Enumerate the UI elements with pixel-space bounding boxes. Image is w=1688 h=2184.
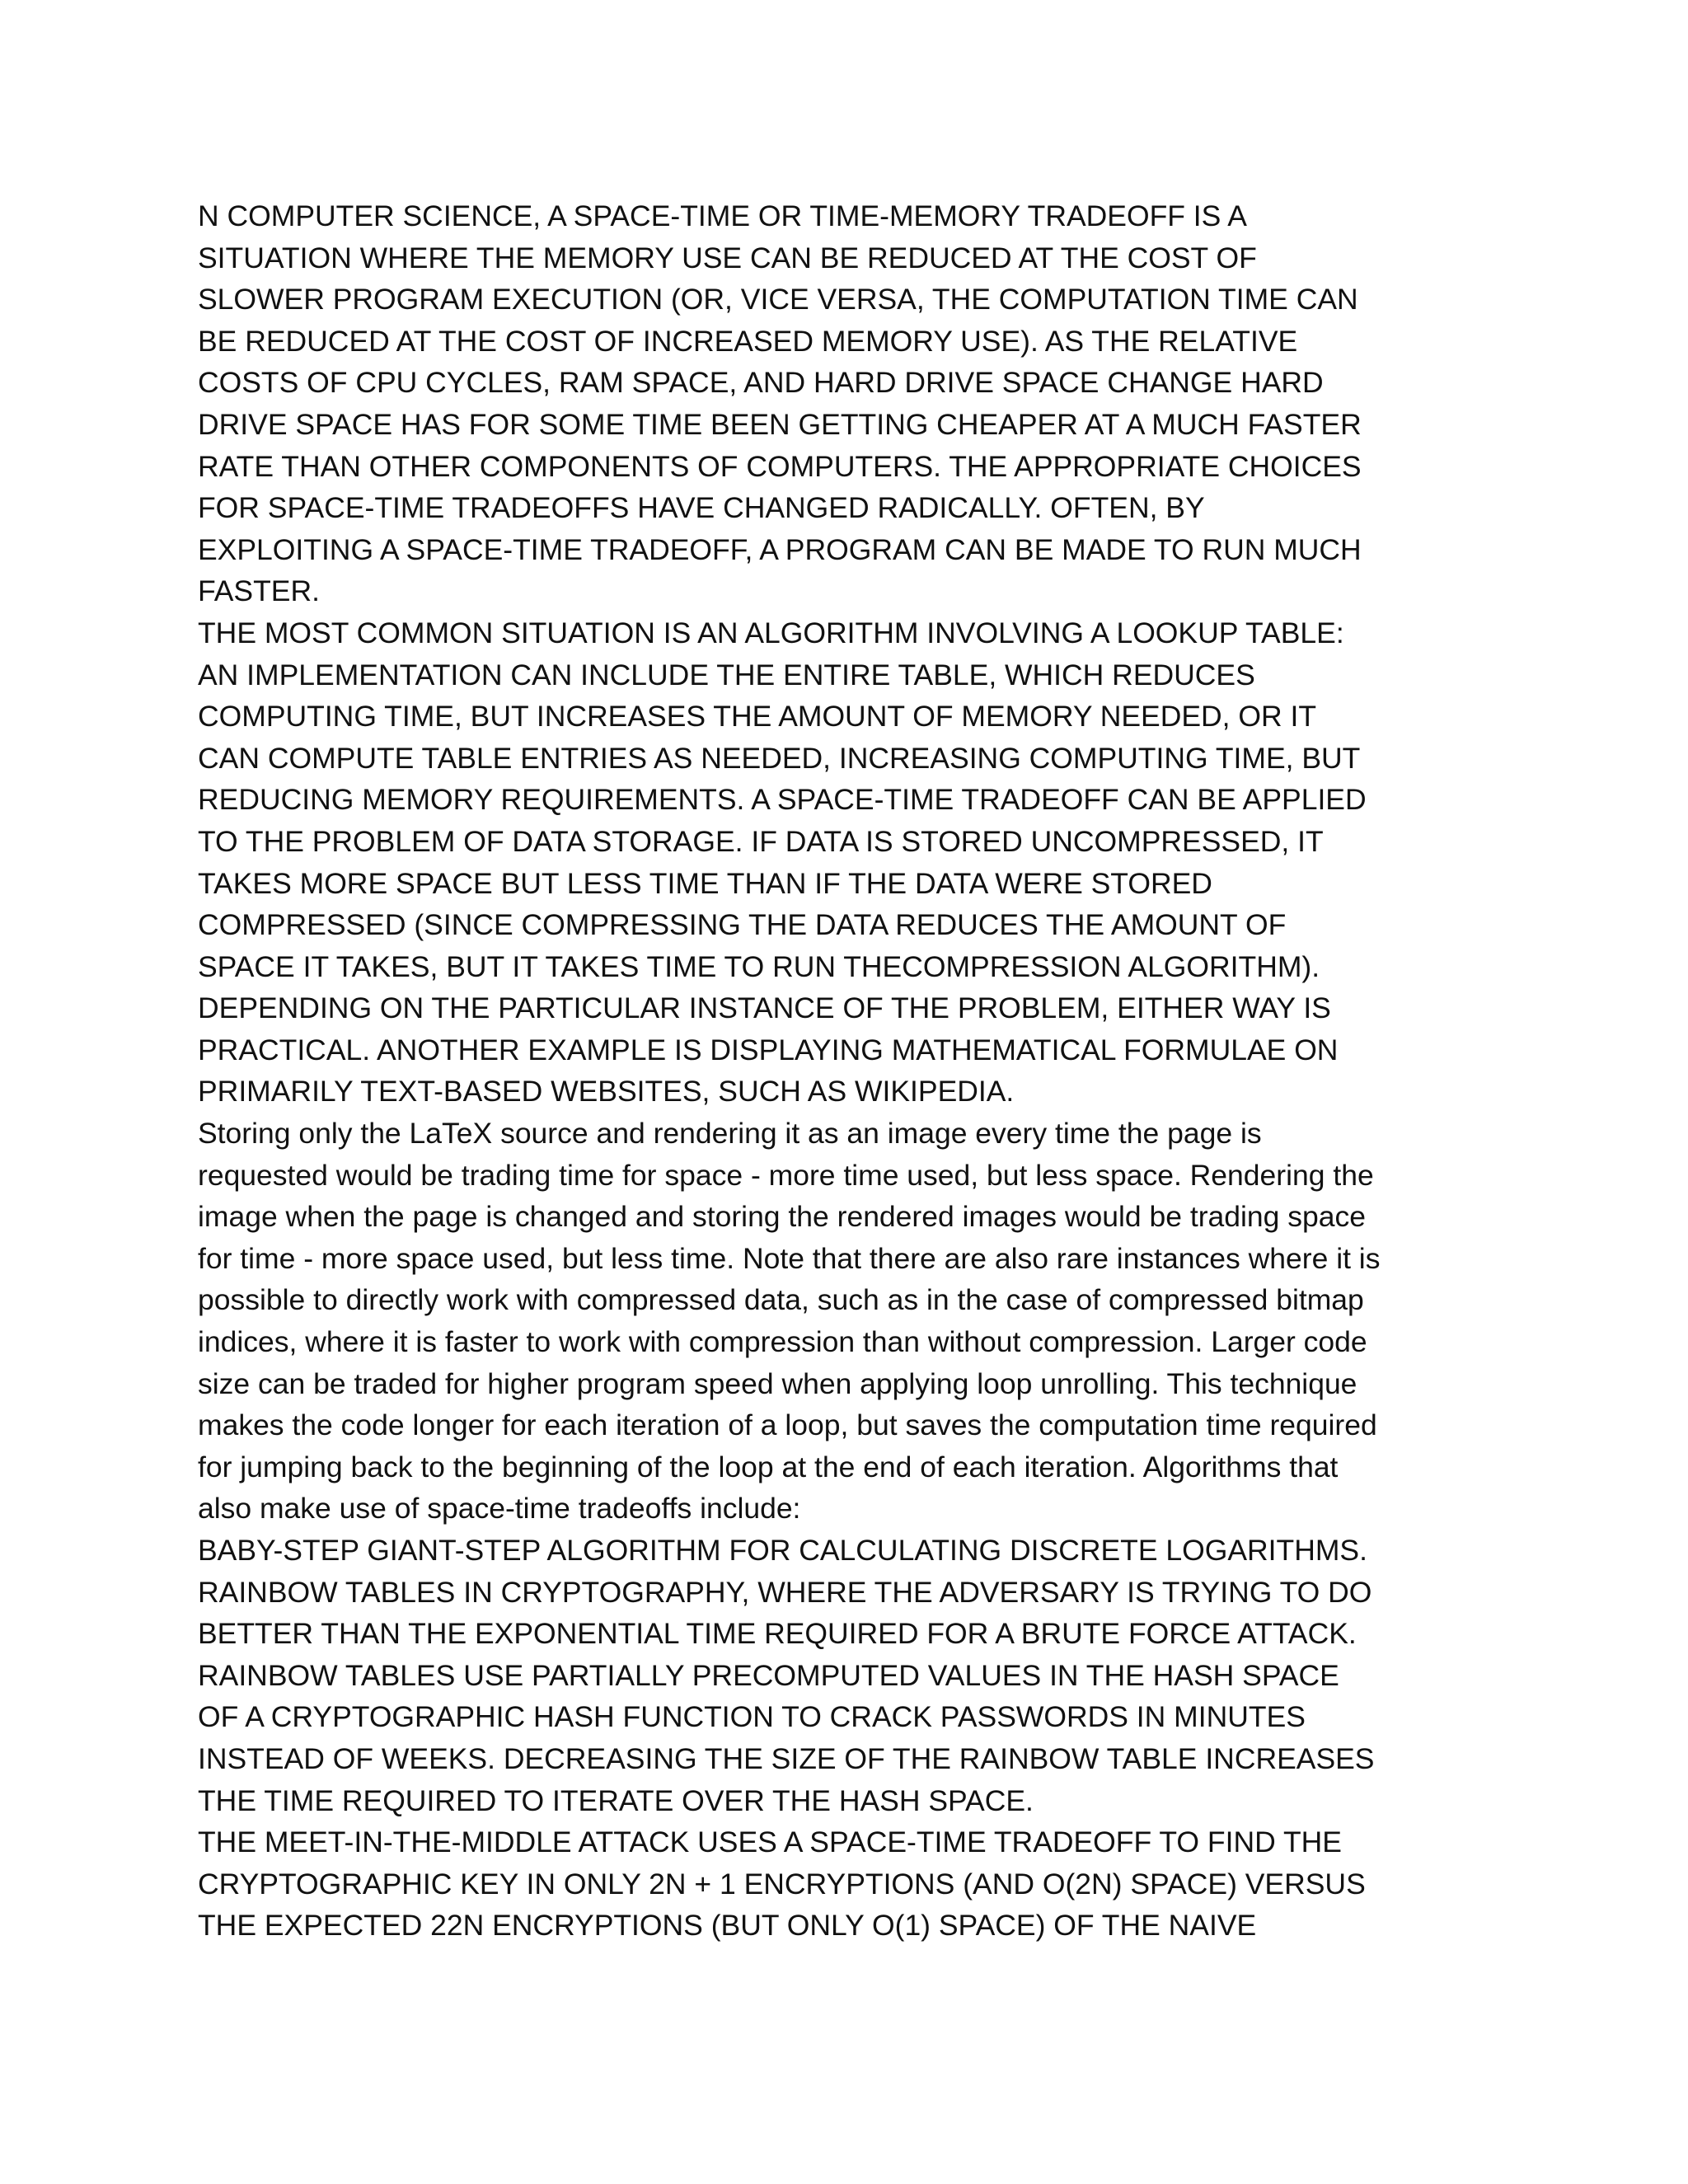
text-line: DEPENDING ON THE PARTICULAR INSTANCE OF THE PROBLEM, EITHER WAY IS xyxy=(198,991,1331,1025)
text-line: indices, where it is faster to work with compression than without compression. Larger code xyxy=(198,1325,1367,1359)
text-line: OF A CRYPTOGRAPHIC HASH FUNCTION TO CRACK PASSWORDS IN MINUTES xyxy=(198,1700,1306,1734)
text-line: RATE THAN OTHER COMPONENTS OF COMPUTERS. THE APPROPRIATE CHOICES xyxy=(198,449,1362,483)
text-line: FOR SPACE-TIME TRADEOFFS HAVE CHANGED RADICALLY. OFTEN, BY xyxy=(198,491,1205,525)
text-line: requested would be trading time for space - more time used, but less space. Rendering the xyxy=(198,1158,1374,1192)
text-line: THE EXPECTED 22N ENCRYPTIONS (BUT ONLY O(1) SPACE) OF THE NAIVE xyxy=(198,1909,1257,1943)
text-line: SPACE IT TAKES, BUT IT TAKES TIME TO RUN THECOMPRESSION ALGORITHM). xyxy=(198,949,1320,983)
text-line: THE MOST COMMON SITUATION IS AN ALGORITHM INVOLVING A LOOKUP TABLE: xyxy=(198,616,1344,649)
text-line: AN IMPLEMENTATION CAN INCLUDE THE ENTIRE TABLE, WHICH REDUCES xyxy=(198,658,1255,691)
text-line: SITUATION WHERE THE MEMORY USE CAN BE REDUCED AT THE COST OF xyxy=(198,241,1257,274)
text-line: N COMPUTER SCIENCE, A SPACE-TIME OR TIME-MEMORY TRADEOFF IS A xyxy=(198,199,1247,232)
text-line: TO THE PROBLEM OF DATA STORAGE. IF DATA IS STORED UNCOMPRESSED, IT xyxy=(198,824,1324,858)
text-line: RAINBOW TABLES USE PARTIALLY PRECOMPUTED VALUES IN THE HASH SPACE xyxy=(198,1658,1339,1692)
text-line: PRIMARILY TEXT-BASED WEBSITES, SUCH AS WIKIPEDIA. xyxy=(198,1075,1015,1108)
document-body xyxy=(198,195,1508,1947)
text-line: CRYPTOGRAPHIC KEY IN ONLY 2N + 1 ENCRYPTIONS (AND O(2N) SPACE) VERSUS xyxy=(198,1867,1366,1900)
text-line: Storing only the LaTeX source and rendering it as an image every time the page is xyxy=(198,1117,1262,1151)
text-line: COSTS OF CPU CYCLES, RAM SPACE, AND HARD DRIVE SPACE CHANGE HARD xyxy=(198,366,1324,400)
text-line: EXPLOITING A SPACE-TIME TRADEOFF, A PROGRAM CAN BE MADE TO RUN MUCH xyxy=(198,532,1362,566)
text-line: THE MEET-IN-THE-MIDDLE ATTACK USES A SPACE-TIME TRADEOFF TO FIND THE xyxy=(198,1825,1342,1859)
text-line: also make use of space-time tradeoffs include: xyxy=(198,1492,801,1526)
text-line: FASTER. xyxy=(198,574,320,608)
text-line: PRACTICAL. ANOTHER EXAMPLE IS DISPLAYING MATHEMATICAL FORMULAE ON xyxy=(198,1033,1339,1066)
text-line: for time - more space used, but less time. Note that there are also rare instances where it is xyxy=(198,1241,1381,1275)
text-line: SLOWER PROGRAM EXECUTION (OR, VICE VERSA, THE COMPUTATION TIME CAN xyxy=(198,283,1358,316)
text-line: makes the code longer for each iteration of a loop, but saves the computation time required xyxy=(198,1408,1377,1442)
text-line: size can be traded for higher program speed when applying loop unrolling. This technique xyxy=(198,1366,1357,1400)
text-line: RAINBOW TABLES IN CRYPTOGRAPHY, WHERE THE ADVERSARY IS TRYING TO DO xyxy=(198,1575,1372,1609)
text-line: possible to directly work with compressed data, such as in the case of compressed bitmap xyxy=(198,1283,1364,1317)
text-line: image when the page is changed and storing the rendered images would be trading space xyxy=(198,1200,1367,1234)
text-line: REDUCING MEMORY REQUIREMENTS. A SPACE-TIME TRADEOFF CAN BE APPLIED xyxy=(198,783,1367,817)
text-line: BETTER THAN THE EXPONENTIAL TIME REQUIRED FOR A BRUTE FORCE ATTACK. xyxy=(198,1617,1357,1651)
text-line: TAKES MORE SPACE BUT LESS TIME THAN IF THE DATA WERE STORED xyxy=(198,866,1212,900)
text-line: BABY-STEP GIANT-STEP ALGORITHM FOR CALCULATING DISCRETE LOGARITHMS. xyxy=(198,1534,1367,1567)
text-line: INSTEAD OF WEEKS. DECREASING THE SIZE OF THE RAINBOW TABLE INCREASES xyxy=(198,1741,1375,1775)
text-line: COMPUTING TIME, BUT INCREASES THE AMOUNT OF MEMORY NEEDED, OR IT xyxy=(198,700,1317,733)
text-line: COMPRESSED (SINCE COMPRESSING THE DATA REDUCES THE AMOUNT OF xyxy=(198,908,1287,942)
text-line: THE TIME REQUIRED TO ITERATE OVER THE HASH SPACE. xyxy=(198,1783,1034,1817)
text-line: DRIVE SPACE HAS FOR SOME TIME BEEN GETTING CHEAPER AT A MUCH FASTER xyxy=(198,407,1362,441)
text-line: CAN COMPUTE TABLE ENTRIES AS NEEDED, INCREASING COMPUTING TIME, BUT xyxy=(198,741,1361,775)
text-line: for jumping back to the beginning of the loop at the end of each iteration. Algorithms that xyxy=(198,1450,1339,1483)
text-line: BE REDUCED AT THE COST OF INCREASED MEMORY USE). AS THE RELATIVE xyxy=(198,324,1298,358)
